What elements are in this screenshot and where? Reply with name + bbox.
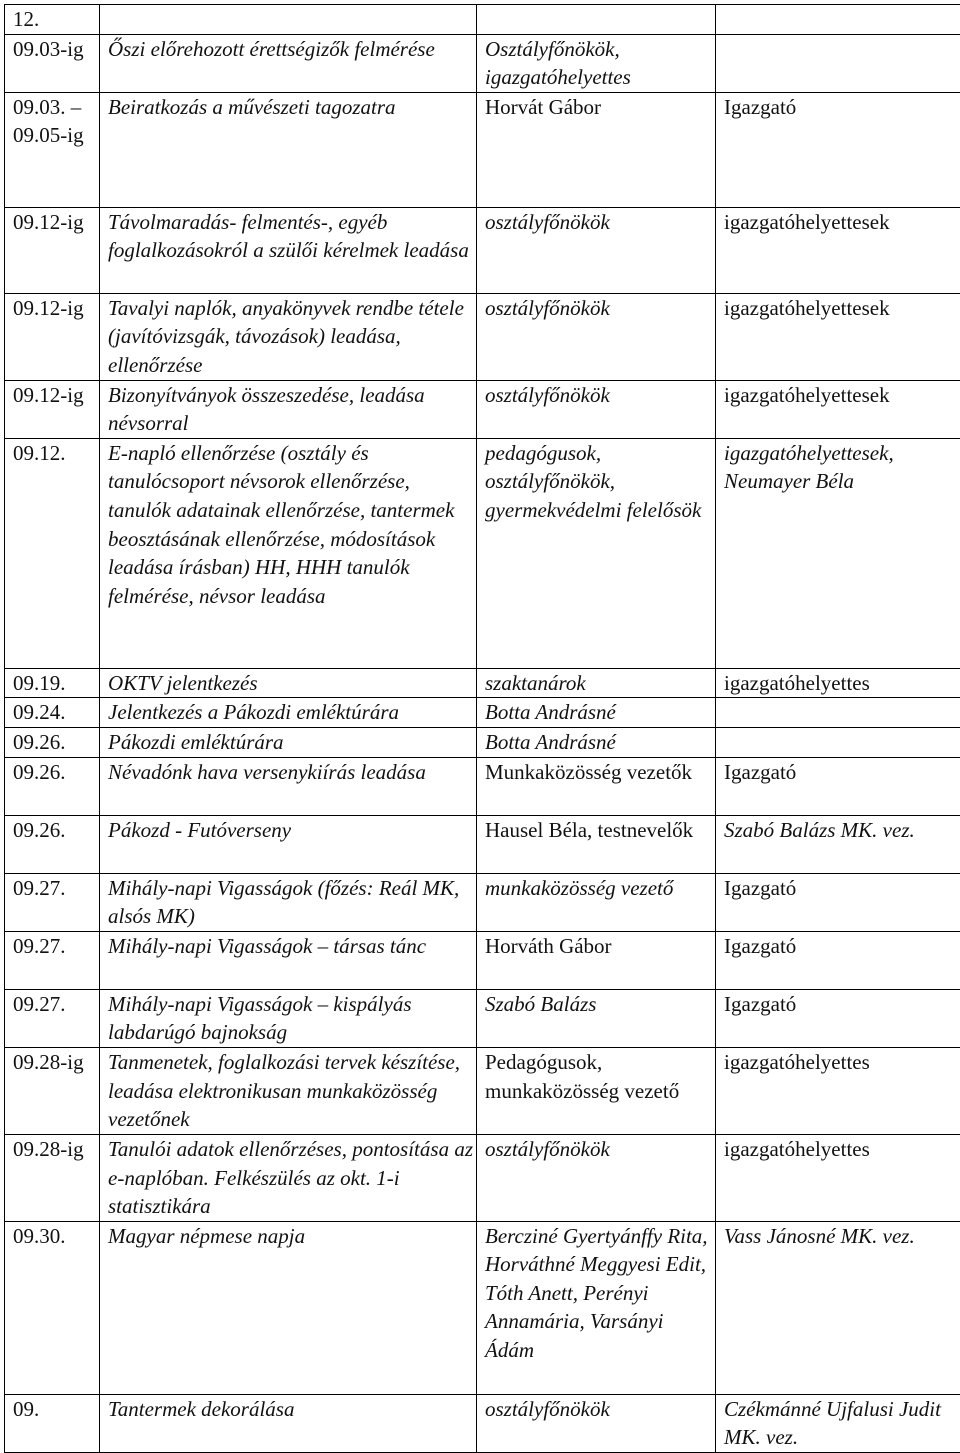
controller-cell: Szabó Balázs MK. vez. [716,815,960,873]
controller-cell: Igazgató [716,757,960,815]
table-row [5,293,960,380]
controller-cell: Igazgató [716,989,960,1047]
table-row [5,873,960,931]
task-cell: Mihály-napi Vigasságok – kispályás labdarúgó bajnokság [100,989,477,1047]
task-cell: Tanulói adatok ellenőrzéses, pontosítása az e-naplóban. Felkészülés az okt. 1-i statisztikára [100,1134,477,1221]
date-cell: 09.03-ig [5,34,100,92]
date-cell: 09.26. [5,815,100,873]
table-row [5,438,960,668]
task-cell [100,5,477,35]
responsible-cell: osztályfőnökök [477,1394,716,1452]
table-row [5,989,960,1047]
task-cell: Mihály-napi Vigasságok – társas tánc [100,931,477,989]
controller-cell [716,5,960,35]
date-cell: 09.27. [5,989,100,1047]
date-cell: 09.12-ig [5,380,100,438]
responsible-cell: pedagógusok, osztályfőnökök, gyermekvédelmi felelősök [477,438,716,668]
responsible-cell [477,5,716,35]
responsible-cell: Pedagógusok, munkaközösség vezető [477,1047,716,1134]
task-cell: Beiratkozás a művészeti tagozatra [100,92,477,207]
controller-cell: Igazgató [716,873,960,931]
task-cell: Jelentkezés a Pákozdi emléktúrára [100,698,477,728]
controller-cell: Igazgató [716,92,960,207]
task-cell: Tantermek dekorálása [100,1394,477,1452]
table-row [5,757,960,815]
task-cell: Névadónk hava versenykiírás leadása [100,757,477,815]
date-cell: 09.03. – 09.05-ig [5,92,100,207]
task-cell: Távolmaradás- felmentés-, egyéb foglalkozásokról a szülői kérelmek leadása [100,207,477,293]
responsible-cell: Horvát Gábor [477,92,716,207]
table-row [5,1221,960,1394]
schedule-table [4,4,960,1453]
table-row [5,207,960,293]
responsible-cell: Botta Andrásné [477,698,716,728]
task-cell: OKTV jelentkezés [100,668,477,698]
table-row [5,931,960,989]
table-row [5,727,960,757]
responsible-cell: munkaközösség vezető [477,873,716,931]
controller-cell: Vass Jánosné MK. vez. [716,1221,960,1394]
controller-cell: igazgatóhelyettesek [716,293,960,380]
responsible-cell: Hausel Béla, testnevelők [477,815,716,873]
date-cell: 09.26. [5,757,100,815]
date-cell: 12. [5,5,100,35]
controller-cell: igazgatóhelyettesek, Neumayer Béla [716,438,960,668]
controller-cell: igazgatóhelyettes [716,1047,960,1134]
date-cell: 09.28-ig [5,1134,100,1221]
date-cell: 09.12. [5,438,100,668]
responsible-cell: Osztályfőnökök, igazgatóhelyettes [477,34,716,92]
controller-cell [716,727,960,757]
task-cell: Magyar népmese napja [100,1221,477,1394]
table-row [5,668,960,698]
responsible-cell: Horváth Gábor [477,931,716,989]
date-cell: 09.12-ig [5,207,100,293]
table-row [5,698,960,728]
responsible-cell: osztályfőnökök [477,293,716,380]
schedule-body [5,5,960,1453]
task-cell: Pákozdi emléktúrára [100,727,477,757]
responsible-cell: Szabó Balázs [477,989,716,1047]
table-row [5,1394,960,1452]
controller-cell [716,34,960,92]
responsible-cell: osztályfőnökök [477,380,716,438]
task-cell: Pákozd - Futóverseny [100,815,477,873]
controller-cell: igazgatóhelyettes [716,1134,960,1221]
table-row [5,1134,960,1221]
date-cell: 09.19. [5,668,100,698]
controller-cell: igazgatóhelyettes [716,668,960,698]
date-cell: 09.24. [5,698,100,728]
controller-cell: Igazgató [716,931,960,989]
table-row [5,34,960,92]
date-cell: 09.30. [5,1221,100,1394]
task-cell: Mihály-napi Vigasságok (főzés: Reál MK, alsós MK) [100,873,477,931]
responsible-cell: Munkaközösség vezetők [477,757,716,815]
controller-cell: Czékmánné Ujfalusi Judit MK. vez. [716,1394,960,1452]
controller-cell [716,698,960,728]
table-row [5,1047,960,1134]
responsible-cell: Botta Andrásné [477,727,716,757]
date-cell: 09.28-ig [5,1047,100,1134]
date-cell: 09. [5,1394,100,1452]
table-row [5,380,960,438]
responsible-cell: osztályfőnökök [477,1134,716,1221]
controller-cell: igazgatóhelyettesek [716,380,960,438]
date-cell: 09.26. [5,727,100,757]
controller-cell: igazgatóhelyettesek [716,207,960,293]
responsible-cell: szaktanárok [477,668,716,698]
task-cell: Bizonyítványok összeszedése, leadása névsorral [100,380,477,438]
responsible-cell: osztályfőnökök [477,207,716,293]
task-cell: Őszi előrehozott érettségizők felmérése [100,34,477,92]
task-cell: Tanmenetek, foglalkozási tervek készítése, leadása elektronikusan munkaközösség vezetőnek [100,1047,477,1134]
table-row [5,815,960,873]
task-cell: E-napló ellenőrzése (osztály és tanulócsoport névsorok ellenőrzése, tanulók adatainak ellenőrzése, tantermek beosztásának ellenőrzése, módosítások leadása írásban) HH, HHH tanulók felmérése, névsor leadása [100,438,477,668]
table-row [5,5,960,35]
task-cell: Tavalyi naplók, anyakönyvek rendbe tétele (javítóvizsgák, távozások) leadása, ellenőrzése [100,293,477,380]
table-row [5,92,960,207]
date-cell: 09.27. [5,931,100,989]
date-cell: 09.12-ig [5,293,100,380]
date-cell: 09.27. [5,873,100,931]
responsible-cell: Bercziné Gyertyánffy Rita, Horváthné Meggyesi Edit, Tóth Anett, Perényi Annamária, Varsányi Ádám [477,1221,716,1394]
